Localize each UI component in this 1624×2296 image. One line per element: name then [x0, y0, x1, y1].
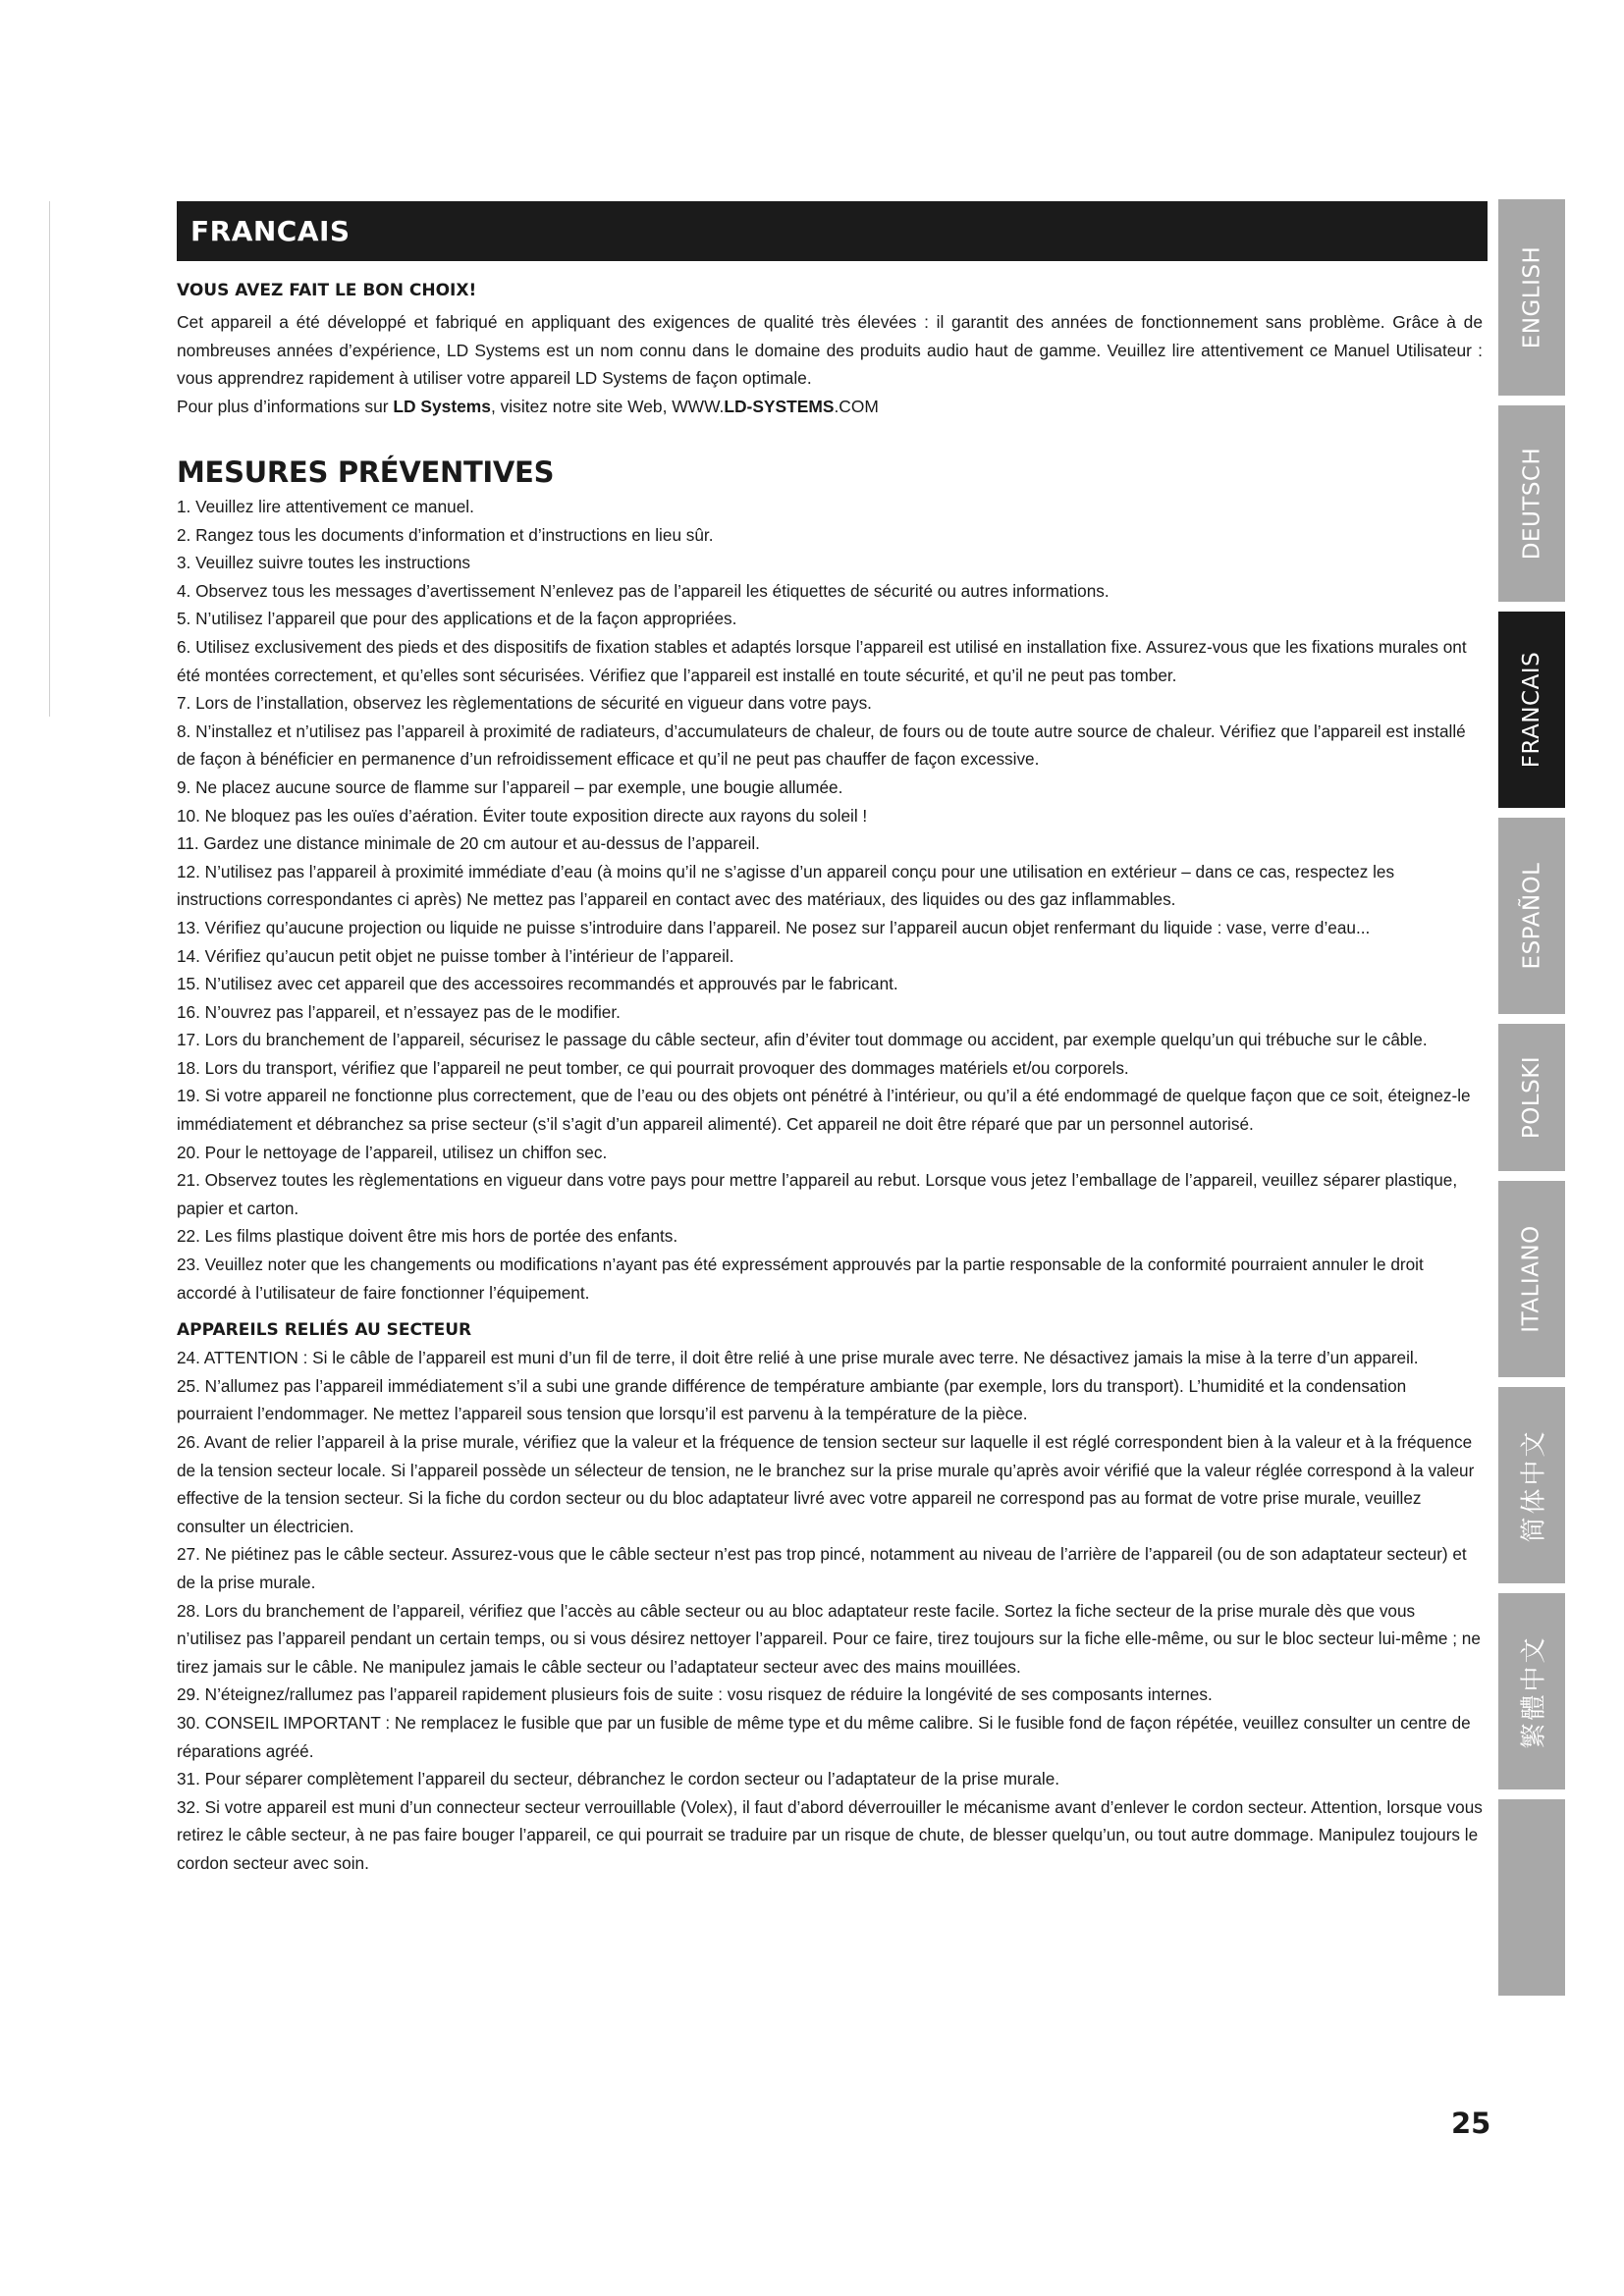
intro-text [177, 308, 1483, 420]
contact-suffix: .COM [834, 396, 879, 416]
list-item: 22. Les films plastique doivent être mis hors de portée des enfants. [177, 1226, 678, 1247]
tab-label-espanol: ESPAÑOL [1519, 862, 1545, 970]
mains-title: APPAREILS RELIÉS AU SECTEUR [177, 1320, 472, 1341]
list-item: 31. Pour séparer complètement l’appareil du secteur, débranchez le cordon secteur ou l’adaptateur de la prise murale. [177, 1769, 1060, 1789]
list-item: 10. Ne bloquez pas les ouïes d’aération. Éviter toute exposition directe aux rayons du soleil ! [177, 805, 868, 826]
list-item: 13. Vérifiez qu’aucune projection ou liquide ne puisse s’introduire dans l’appareil. Ne posez sur l’appareil aucun objet renfermant du liquide : vase, verre d’eau... [177, 917, 1371, 937]
tab-label-italiano: ITALIANO [1519, 1225, 1545, 1333]
mains-list [177, 1344, 1483, 1877]
tab-italiano[interactable] [1498, 1181, 1565, 1377]
contact-brand: LD Systems [393, 396, 491, 416]
list-item: 23. Veuillez noter que les changements ou modifications n’ayant pas été expressément approuvés par la partie responsable de la conformité pourraient annuler le droit accordé à l’utilisateur de faire fonctionner l’équipement. [177, 1255, 1424, 1303]
content-column [177, 281, 1483, 1878]
tab-francais[interactable] [1498, 612, 1565, 808]
list-item: 1. Veuillez lire attentivement ce manuel. [177, 497, 474, 516]
tab-chinese-traditional[interactable] [1498, 1593, 1565, 1789]
list-item: 26. Avant de relier l’appareil à la prise murale, vérifiez que la valeur et la fréquence de tension secteur sur laquelle il est réglé correspondent bien à la valeur et à la fréquence de la tension secteur locale. Si l’appareil possède un sélecteur de tension, ne le branchez sur la prise murale qu’après avoir vérifié que la valeur réglée correspond à la valeur effective de la tension secteur. Si la fiche du cordon secteur ou du bloc adaptateur livré avec votre appareil ne correspond pas au format de votre prise murale, veuillez consulter un électricien. [177, 1432, 1475, 1536]
tab-label-polski: POLSKI [1519, 1055, 1545, 1140]
list-item: 29. N’éteignez/rallumez pas l’appareil rapidement plusieurs fois de suite : vosu risquez de réduire la longévité de ses composants internes. [177, 1684, 1213, 1705]
list-item: 7. Lors de l’installation, observez les règlementations de sécurité en vigueur dans votre pays. [177, 693, 872, 714]
list-item: 8. N’installez et n’utilisez pas l’appareil à proximité de radiateurs, d’accumulateurs de chaleur, de fours ou de toute autre source de chaleur. Vérifiez que l’appareil est installé de façon à bénéficier en permanence d’un refroidissement efficace et qu’il ne peut pas chauffer de façon excessive. [177, 721, 1466, 770]
tab-polski[interactable] [1498, 1024, 1565, 1171]
list-item: 20. Pour le nettoyage de l’appareil, utilisez un chiffon sec. [177, 1142, 608, 1162]
tab-espanol[interactable] [1498, 818, 1565, 1014]
list-item: 18. Lors du transport, vérifiez que l’appareil ne peut tomber, ce qui pourrait provoquer des dommages matériels et/ou corporels. [177, 1057, 1129, 1078]
list-item: 30. CONSEIL IMPORTANT : Ne remplacez le fusible que par un fusible de même type et du même calibre. Si le fusible fond de façon répétée, veuillez consulter un centre de réparations agréé. [177, 1712, 1471, 1761]
list-item: 3. Veuillez suivre toutes les instructions [177, 553, 471, 573]
list-item: 15. N’utilisez avec cet appareil que des accessoires recommandés et approuvés par le fabricant. [177, 974, 898, 994]
tab-blank[interactable] [1498, 1799, 1565, 1996]
list-item: 25. N’allumez pas l’appareil immédiatement s’il a subi une grande différence de température ambiante (par exemple, lors du transport). L’humidité et la condensation pourraient l’endommager. Ne mettez l’appareil sous tension que lorsqu’il est parvenu à la température de la pièce. [177, 1375, 1407, 1424]
list-item: 24. ATTENTION : Si le câble de l’appareil est muni d’un fil de terre, il doit être relié à une prise murale avec terre. Ne désactivez jamais la mise à la terre d’un appareil. [177, 1348, 1419, 1368]
tab-label-deutsch: DEUTSCH [1519, 447, 1544, 561]
intro-heading: VOUS AVEZ FAIT LE BON CHOIX! [177, 281, 477, 300]
list-item: 16. N’ouvrez pas l’appareil, et n’essayez pas de le modifier. [177, 1001, 621, 1022]
tab-label-chinese-simplified: 简体中文 [1519, 1427, 1549, 1543]
list-item: 6. Utilisez exclusivement des pieds et des dispositifs de fixation stables et adaptés lorsque l’appareil est utilisé en installation fixe. Assurez-vous que les fixations murales ont été montées correctement, et qu’elles sont sécurisées. Vérifiez que l’appareil est installé en toute sécurité, et qu’il ne peut pas tomber. [177, 636, 1467, 685]
list-item: 21. Observez toutes les règlementations en vigueur dans votre pays pour mettre l’appareil au rebut. Lorsque vous jetez l’emballage de l’appareil, veuillez séparer plastique, papier et carton. [177, 1170, 1458, 1218]
tab-label-english: ENGLISH [1519, 245, 1544, 349]
list-item: 5. N’utilisez l’appareil que pour des applications et de la façon appropriées. [177, 609, 737, 629]
list-item: 17. Lors du branchement de l’appareil, sécurisez le passage du câble secteur, afin d’éviter tout dommage ou accident, par exemple quelqu’un qui trébuche sur le câble. [177, 1030, 1428, 1050]
list-item: 28. Lors du branchement de l’appareil, vérifiez que l’accès au câble secteur ou au bloc adaptateur reste facile. Sortez la fiche secteur de la prise murale dès que vous n’utilisez pas l’appareil pendant un certain temps, ou si vous désirez nettoyer l’appareil. Pour ce faire, tirez toujours sur la fiche elle-même, ou sur le bloc secteur lui-même ; ne tirez jamais sur le câble. Ne manipulez jamais le câble secteur ou l’adaptateur secteur avec des mains mouillées. [177, 1600, 1481, 1677]
tab-chinese-simplified[interactable] [1498, 1387, 1565, 1583]
list-item: 32. Si votre appareil est muni d’un connecteur secteur verrouillable (Volex), il faut d’abord déverrouiller le mécanisme avant d’enlever le cordon secteur. Attention, lorsque vous retirez le câble secteur, à ne pas faire bouger l’appareil, ce qui pourrait se traduire par un risque de chute, de blesser quelqu’un, ou tout autre dommage. Manipulez toujours le cordon secteur avec soin. [177, 1796, 1483, 1873]
tab-deutsch[interactable] [1498, 405, 1565, 602]
tab-label-chinese-traditional: 繁體中文 [1519, 1633, 1549, 1749]
preventive-list [177, 493, 1483, 1307]
tab-english[interactable] [1498, 199, 1565, 396]
page-number: 25 [1451, 2107, 1491, 2140]
list-item: 11. Gardez une distance minimale de 20 cm autour et au-dessus de l’appareil. [177, 833, 760, 854]
contact-middle: , visitez notre site Web, WWW. [490, 396, 725, 416]
intro-paragraph: Cet appareil a été développé et fabriqué en appliquant des exigences de qualité très élevées : il garantit des années de fonctionnement sans problème. Grâce à de nombreuses années d’expérience, LD Systems est un nom connu dans le domaine des produits audio haut de gamme. Veuillez lire attentivement ce Manuel Utilisateur : vous apprendrez rapidement à utiliser votre appareil LD Systems de façon optimale. [177, 312, 1483, 388]
intro-contact [177, 393, 1483, 421]
crop-mark-lower [49, 628, 50, 717]
crop-mark-upper [49, 201, 50, 663]
contact-domain: LD-SYSTEMS [724, 396, 835, 416]
list-item: 14. Vérifiez qu’aucun petit objet ne puisse tomber à l’intérieur de l’appareil. [177, 945, 734, 966]
preventive-title: MESURES PRÉVENTIVES [177, 455, 555, 489]
section-banner: FRANCAIS [177, 201, 1488, 261]
list-item: 4. Observez tous les messages d’avertissement N’enlevez pas de l’appareil les étiquettes de sécurité ou autres informations. [177, 580, 1110, 601]
list-item: 27. Ne piétinez pas le câble secteur. Assurez-vous que le câble secteur n’est pas trop pincé, notamment au niveau de l’arrière de l’appareil (ou de son adaptateur secteur) et de la prise murale. [177, 1544, 1467, 1592]
contact-prefix: Pour plus d’informations sur [177, 396, 394, 416]
list-item: 9. Ne placez aucune source de flamme sur l’appareil – par exemple, une bougie allumée. [177, 776, 843, 797]
list-item: 2. Rangez tous les documents d’information et d’instructions en lieu sûr. [177, 524, 714, 545]
list-item: 12. N’utilisez pas l’appareil à proximité immédiate d’eau (à moins qu’il ne s’agisse d’un appareil conçu pour une utilisation en extérieur – dans ce cas, respectez les instructions correspondantes ci après) Ne mettez pas l’appareil en contact avec des matériaux, des liquides ou des gaz inflammables. [177, 861, 1395, 910]
list-item: 19. Si votre appareil ne fonctionne plus correctement, que de l’eau ou des objets ont pénétré à l’intérieur, ou qu’il a été endommagé de quelque façon que ce soit, éteignez-le immédiatement et débranchez sa prise secteur (s’il s’agit d’un appareil alimenté). Cet appareil ne doit être réparé que par un personnel autorisé. [177, 1086, 1471, 1135]
tab-label-francais: FRANCAIS [1519, 651, 1544, 769]
